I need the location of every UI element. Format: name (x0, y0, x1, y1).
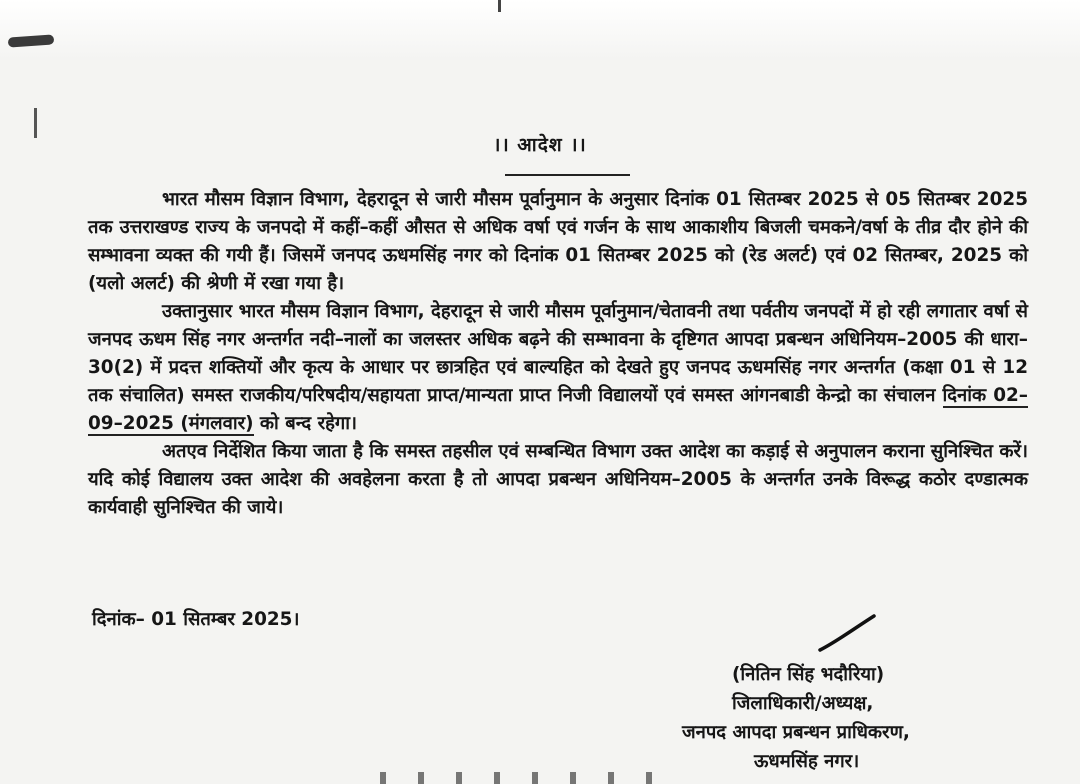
closure-text: को बन्द रहेगा। (253, 413, 357, 434)
order-date: दिनांक– 01 सितम्बर 2025। (92, 609, 300, 630)
signatory-name: (नितिन सिंह भदौरिया) (732, 664, 885, 685)
signature-mark (818, 614, 876, 652)
cut-off-text (380, 772, 680, 784)
scan-shadow (0, 0, 1080, 60)
order-title: ।। आदेश ।। (493, 134, 587, 156)
closure-date: दिनांक 02–09–2025 (मंगलवार) (88, 385, 1028, 434)
paragraph-1: भारत मौसम विज्ञान विभाग, देहरादून से जारी मौसम पूर्वानुमान के अनुसार दिनांक 01 सितम्बर 2025 से 05 सितम्बर 2025 तक उत्तराखण्ड राज्य के जनपदो में कहीं–कहीं औसत से अधिक वर्षा एवं गर्जन के साथ आकाशीय बिजली चमकने/वर्षा के तीव्र दौर होने की सम्भावना व्यक्त की गयी हैं। जिसमें जनपद ऊधमसिंह नगर को दिनांक 01 सितम्बर 2025 को (रेड अलर्ट) एवं 02 सितम्बर, 2025 को (यलो अलर्ट) की श्रेणी में रखा गया है। (88, 189, 1028, 294)
signatory-authority: जनपद आपदा प्रबन्धन प्राधिकरण, (682, 722, 910, 743)
signatory-designation: जिलाधिकारी/अध्यक्ष, (732, 693, 874, 714)
paragraph-2-text: उक्तानुसार भारत मौसम विज्ञान विभाग, देहरादून से जारी मौसम पूर्वानुमान/चेतावनी तथा पर्वतीय जनपदों में हो रही लगातार वर्षा से जनपद ऊधम सिंह नगर अन्तर्गत नदी–नालों का जलस्तर अधिक बढ़ने की सम्भावना के दृष्टिगत आपदा प्रबन्धन अधिनियम–2005 की धारा–30(2) में प्रदत्त शक्तियों और कृत्य के आधार पर छात्रहित एवं बाल्यहित को देखते हुए जनपद ऊधमसिंह नगर अन्तर्गत (88, 301, 1028, 378)
schools-closure-scope: (कक्षा 01 से 12 तक संचालित) समस्त राजकीय/परिषदीय/सहायता प्राप्त/मान्यता प्राप्त निजी विद्यालयों एवं समस्त आंगनबाडी केन्द्रो का संचालन (88, 357, 1029, 406)
signatory-place: ऊधमसिंह नगर। (754, 751, 860, 772)
paragraph-2 (88, 298, 1028, 438)
title-underline (505, 174, 630, 176)
ink-mark-top (498, 0, 501, 12)
paragraph-3: अतएव निर्देशित किया जाता है कि समस्त तहसील एवं सम्बन्धित विभाग उक्त आदेश का कड़ाई से अनुपालन कराना सुनिश्चित करें। यदि कोई विद्यालय उक्त आदेश की अवहेलना करता है तो आपदा प्रबन्धन अधिनियम–2005 के अन्तर्गत उनके विरूद्ध कठोर दण्डात्मक कार्यवाही सुनिश्चित की जाये। (88, 441, 1028, 518)
order-body (88, 186, 1028, 522)
signatory-block (680, 660, 980, 776)
